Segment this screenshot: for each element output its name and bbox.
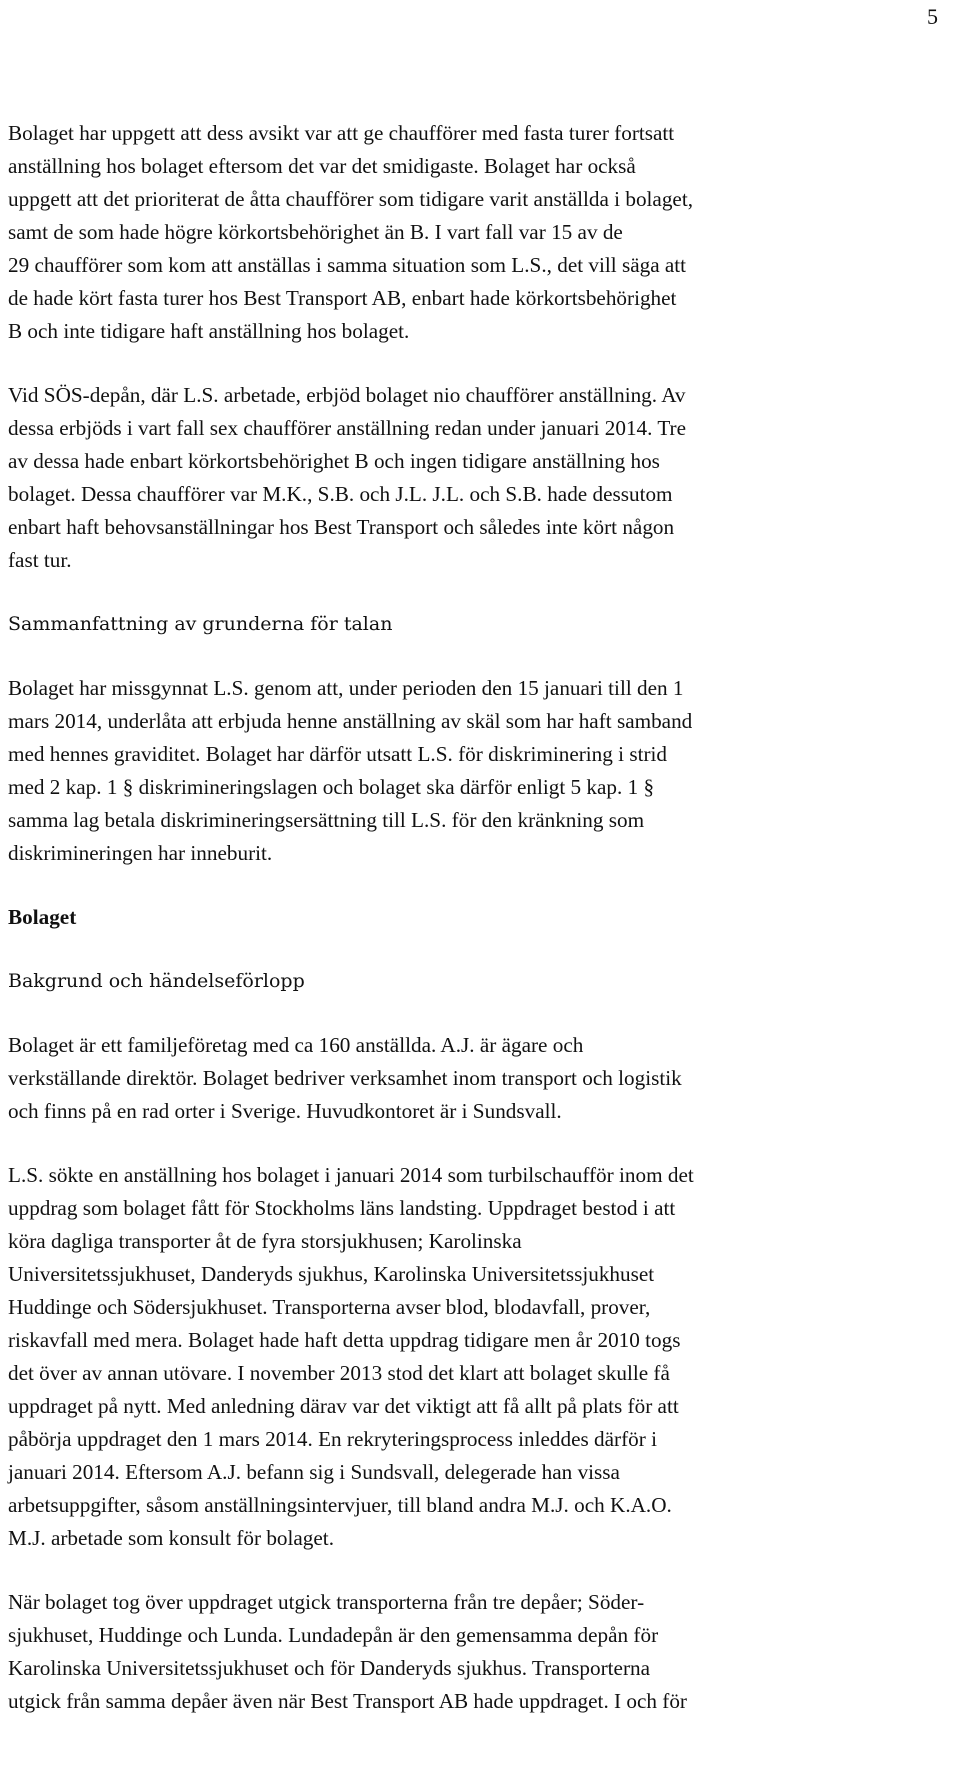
text-line: Vid SÖS-depån, där L.S. arbetade, erbjöd bolaget nio chaufförer anställning. Av: [8, 383, 686, 407]
text-line: enbart haft behovsanställningar hos Best Transport och således inte kört någon: [8, 515, 675, 539]
text-line: köra dagliga transporter åt de fyra storsjukhusen; Karolinska: [8, 1229, 522, 1253]
text-line: Huddinge och Södersjukhuset. Transporterna avser blod, blodavfall, prover,: [8, 1295, 651, 1319]
text-line: Bolaget är ett familjeföretag med ca 160 anställda. A.J. är ägare och: [8, 1033, 584, 1057]
page-number: 5: [927, 4, 938, 29]
party-heading: Bolaget: [8, 905, 77, 929]
text-line: utgick från samma depåer även när Best Transport AB hade uppdraget. I och för: [8, 1689, 687, 1713]
text-line: de hade kört fasta turer hos Best Transport AB, enbart hade körkortsbehörighet: [8, 286, 677, 310]
text-line: och finns på en rad orter i Sverige. Huvudkontoret är i Sundsvall.: [8, 1099, 562, 1123]
text-line: M.J. arbetade som konsult för bolaget.: [8, 1526, 334, 1550]
text-line: Universitetssjukhuset, Danderyds sjukhus, Karolinska Universitetssjukhuset: [8, 1262, 655, 1286]
text-line: samma lag betala diskrimineringsersättning till L.S. för den kränkning som: [8, 808, 645, 832]
paragraph-gap: [8, 870, 940, 901]
text-line: riskavfall med mera. Bolaget hade haft detta uppdrag tidigare men år 2010 togs: [8, 1328, 681, 1352]
paragraph: [8, 1029, 940, 1128]
paragraph-gap: [8, 1555, 940, 1586]
text-line: uppdraget på nytt. Med anledning därav var det viktigt att få allt på plats för att: [8, 1394, 679, 1418]
text-line: Bolaget har missgynnat L.S. genom att, under perioden den 15 januari till den 1: [8, 676, 684, 700]
text-line: det över av annan utövare. I november 2013 stod det klart att bolaget skulle få: [8, 1361, 670, 1385]
text-line: januari 2014. Eftersom A.J. befann sig i Sundsvall, delegerade han vissa: [8, 1460, 620, 1484]
text-line: av dessa hade enbart körkortsbehörighet B och ingen tidigare anställning hos: [8, 449, 660, 473]
paragraph: [8, 117, 940, 348]
paragraph: [8, 1586, 940, 1718]
text-line: Karolinska Universitetssjukhuset och för Danderyds sjukhus. Transporterna: [8, 1656, 651, 1680]
paragraph: [8, 672, 940, 870]
text-line: diskrimineringen har inneburit.: [8, 841, 273, 865]
text-line: arbetsuppgifter, såsom anställningsintervjuer, till bland andra M.J. och K.A.O.: [8, 1493, 672, 1517]
text-line: fast tur.: [8, 548, 72, 572]
paragraph-gap: [8, 348, 940, 379]
text-line: dessa erbjöds i vart fall sex chaufförer anställning redan under januari 2014. Tre: [8, 416, 686, 440]
paragraph: [8, 1159, 940, 1555]
text-line: L.S. sökte en anställning hos bolaget i januari 2014 som turbilschaufför inom det: [8, 1163, 694, 1187]
paragraph-gap: [8, 1128, 940, 1159]
text-line: uppgett att det prioriterat de åtta chaufförer som tidigare varit anställda i bolaget,: [8, 187, 694, 211]
text-line: bolaget. Dessa chaufförer var M.K., S.B. och J.L. J.L. och S.B. hade dessutom: [8, 482, 673, 506]
text-line: samt de som hade högre körkortsbehörighet än B. I vart fall var 15 av de: [8, 220, 623, 244]
text-line: 29 chaufförer som kom att anställas i samma situation som L.S., det vill säga att: [8, 253, 687, 277]
paragraph-gap: [8, 934, 940, 965]
paragraph: [8, 379, 940, 577]
text-line: mars 2014, underlåta att erbjuda henne anställning av skäl som har haft samband: [8, 709, 693, 733]
text-line: med 2 kap. 1 § diskrimineringslagen och bolaget ska därför enligt 5 kap. 1 §: [8, 775, 655, 799]
text-line: med hennes graviditet. Bolaget har därför utsatt L.S. för diskriminering i strid: [8, 742, 668, 766]
text-line: påbörja uppdraget den 1 mars 2014. En rekryteringsprocess inleddes därför i: [8, 1427, 657, 1451]
paragraph-gap: [8, 577, 940, 608]
text-line: verkställande direktör. Bolaget bedriver verksamhet inom transport och logistik: [8, 1066, 682, 1090]
text-line: Bolaget har uppgett att dess avsikt var att ge chaufförer med fasta turer fortsatt: [8, 121, 675, 145]
paragraph-gap: [8, 998, 940, 1029]
text-line: När bolaget tog över uppdraget utgick transporterna från tre depåer; Söder-: [8, 1590, 645, 1614]
text-line: B och inte tidigare haft anställning hos bolaget.: [8, 319, 410, 343]
text-line: anställning hos bolaget eftersom det var det smidigaste. Bolaget har också: [8, 154, 636, 178]
section-heading: Sammanfattning av grunderna för talan: [8, 613, 393, 635]
text-line: sjukhuset, Huddinge och Lunda. Lundadepån är den gemensamma depån för: [8, 1623, 659, 1647]
text-line: uppdrag som bolaget fått för Stockholms läns landsting. Uppdraget bestod i att: [8, 1196, 676, 1220]
section-heading: Bakgrund och händelseförlopp: [8, 970, 305, 992]
document-body: [8, 117, 940, 1718]
paragraph-gap: [8, 641, 940, 672]
